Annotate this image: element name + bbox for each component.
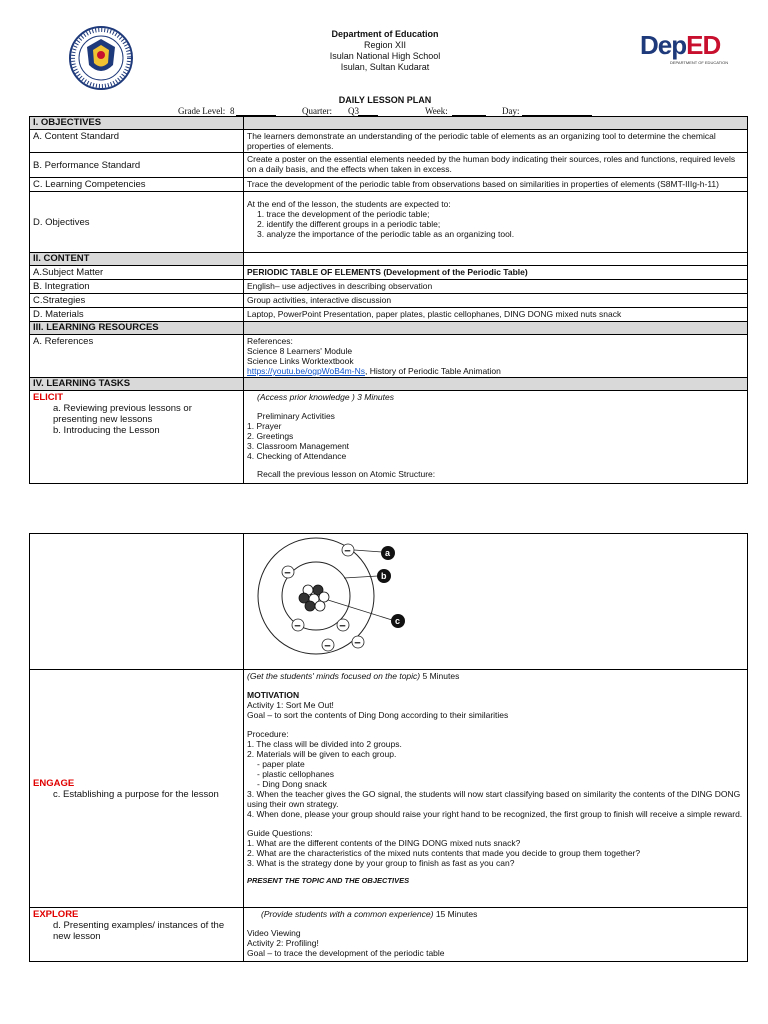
reference-item: Science 8 Learners' Module (247, 346, 353, 356)
elicit-time: (Access prior knowledge ) 3 Minutes (257, 392, 395, 402)
procedure-step: 1. The class will be divided into 2 groups. (247, 739, 402, 749)
performance-standard-label: B. Performance Standard (30, 153, 244, 178)
explore-content (244, 908, 748, 962)
video-viewing: Video Viewing (247, 928, 301, 938)
subject-matter-label: A.Subject Matter (30, 266, 244, 280)
objectives-intro: At the end of the lesson, the students are expected to: (247, 199, 451, 209)
elicit-label: ELICIT (33, 392, 64, 403)
recall-text: Recall the previous lesson on Atomic Structure: (257, 469, 436, 479)
engage-time-note: (Get the students' minds focused on the topic) (247, 671, 421, 681)
performance-standard-text: Create a poster on the essential elements needed by the human body indicating their sources, roles and functions, required levels on a daily basis, and the effects when taken in excess. (244, 153, 748, 178)
objectives-text (244, 192, 748, 253)
objectives-label: D. Objectives (30, 192, 244, 253)
school-header (250, 29, 520, 73)
resources-heading: III. LEARNING RESOURCES (30, 322, 244, 335)
header-region: Region XII (363, 40, 407, 50)
atom-label-c: c (395, 616, 401, 626)
objective-item: 2. identify the different groups in a periodic table; (257, 219, 441, 229)
atom-label-b: b (381, 571, 387, 581)
header-department: Department of Education (331, 29, 439, 39)
guide-question: 3. What is the strategy done by your group to finish as fast as you can? (247, 858, 515, 868)
grade-label: Grade Level: (178, 106, 226, 116)
guide-question: 1. What are the different contents of the DING DONG mixed nuts snack? (247, 838, 521, 848)
reference-item: Science Links Worktextbook (247, 356, 354, 366)
nucleus (299, 585, 329, 611)
elicit-item-b: b. Introducing the Lesson (53, 425, 160, 436)
quarter-label: Quarter: (302, 106, 332, 116)
page-title: DAILY LESSON PLAN (338, 95, 432, 105)
engage-content (244, 670, 748, 908)
reference-video-link[interactable]: https://youtu.be/ogpWoB4m-Ns (247, 366, 365, 376)
week-label: Week: (425, 106, 448, 116)
engage-label: ENGAGE (33, 777, 75, 789)
explore-item-d: d. Presenting examples/ instances of the new lesson (53, 920, 225, 942)
references-label: A. References (30, 335, 244, 378)
prelim-item: 1. Prayer (247, 421, 282, 431)
objective-item: 3. analyze the importance of the periodic table as an organizing tool. (257, 229, 515, 239)
guide-questions-heading: Guide Questions: (247, 828, 313, 838)
integration-text: English– use adjectives in describing observation (244, 280, 748, 294)
day-label: Day: (502, 106, 520, 116)
reference-video-caption: , History of Periodic Table Animation (364, 366, 501, 376)
engage-time: 5 Minutes (420, 671, 460, 681)
content-standard-label: A. Content Standard (30, 130, 244, 153)
deped-logo-caption: DEPARTMENT OF EDUCATION (670, 60, 729, 65)
grade-value: 8 (230, 106, 235, 116)
material-item: - Ding Dong snack (257, 779, 327, 789)
svg-text:–: – (285, 567, 291, 577)
svg-text:–: – (345, 545, 351, 555)
strategies-text: Group activities, interactive discussion (244, 294, 748, 308)
activity-1: Activity 1: Sort Me Out! (247, 700, 334, 710)
engage-cell (30, 670, 244, 908)
lesson-plan-table-page1 (29, 116, 748, 484)
procedure-step: 4. When done, please your group should raise your right hand to be recognized, the first group to finish will receive a simple reward. (247, 809, 743, 819)
materials-text: Laptop, PowerPoint Presentation, paper plates, plastic cellophanes, DING DONG mixed nuts snack (244, 308, 748, 322)
atom-label-a: a (385, 548, 391, 558)
content-heading: II. CONTENT (30, 253, 244, 266)
prelim-item: 2. Greetings (247, 431, 294, 441)
present-topic: PRESENT THE TOPIC AND THE OBJECTIVES (247, 876, 410, 885)
material-item: - paper plate (257, 759, 305, 769)
integration-label: B. Integration (30, 280, 244, 294)
svg-text:–: – (355, 637, 361, 647)
lesson-plan-table-page2 (29, 533, 748, 962)
elicit-content (244, 391, 748, 484)
prelim-item: 3. Classroom Management (247, 441, 350, 451)
subject-matter-text: PERIODIC TABLE OF ELEMENTS (Development of the Periodic Table) (244, 266, 748, 280)
procedure-heading: Procedure: (247, 729, 289, 739)
references-text (244, 335, 748, 378)
svg-text:–: – (340, 620, 346, 630)
procedure-step: 3. When the teacher gives the GO signal, the students will now start classifying based on similarity the contents of the DING DONG using their own strategy. (247, 789, 741, 809)
explore-time-note: (Provide students with a common experience) (261, 909, 434, 919)
elicit-item-a: a. Reviewing previous lessons or presenting new lessons (53, 403, 192, 425)
header-school: Isulan National High School (329, 51, 441, 61)
preliminary-activities: Preliminary Activities (257, 411, 335, 421)
objective-item: 1. trace the development of the periodic table; (257, 209, 430, 219)
explore-label: EXPLORE (33, 909, 79, 920)
explore-cell (30, 908, 244, 962)
activity-2: Activity 2: Profiling! (247, 938, 319, 948)
explore-time: 15 Minutes (433, 909, 478, 919)
goal-1: Goal – to sort the contents of Ding Dong according to their similarities (247, 710, 509, 720)
deped-wordmark-logo: DepED DEPARTMENT OF EDUCATION (640, 30, 729, 65)
atom-diagram (248, 534, 418, 668)
goal-2: Goal – to trace the development of the periodic table (247, 948, 445, 958)
materials-label: D. Materials (30, 308, 244, 322)
header-location: Isulan, Sultan Kudarat (340, 62, 430, 72)
tasks-heading: IV. LEARNING TASKS (30, 378, 244, 391)
objectives-heading: I. OBJECTIVES (30, 117, 244, 130)
elicit-cell (30, 391, 244, 484)
competencies-label: C. Learning Competencies (30, 178, 244, 192)
engage-item-c: c. Establishing a purpose for the lesson (53, 788, 219, 800)
motivation-heading: MOTIVATION (247, 690, 300, 700)
svg-text:–: – (295, 620, 301, 630)
content-standard-text: The learners demonstrate an understanding of the periodic table of elements as an organizing tool to determine the chemical properties of elements. (244, 130, 748, 153)
strategies-label: C.Strategies (30, 294, 244, 308)
guide-question: 2. What are the characteristics of the mixed nuts contents that made you decide to group them together? (247, 848, 641, 858)
atom-diagram-cell (244, 534, 748, 670)
quarter-value: Q3 (348, 106, 359, 116)
svg-text:–: – (325, 640, 331, 650)
prelim-item: 4. Checking of Attendance (247, 451, 347, 461)
references-title: References: (247, 336, 293, 346)
deped-seal-logo (68, 25, 134, 91)
material-item: - plastic cellophanes (257, 769, 335, 779)
competencies-text: Trace the development of the periodic table from observations based on similarities in properties of elements (S8MT-IIIg-h-11) (244, 178, 748, 192)
procedure-step: 2. Materials will be given to each group. (247, 749, 397, 759)
